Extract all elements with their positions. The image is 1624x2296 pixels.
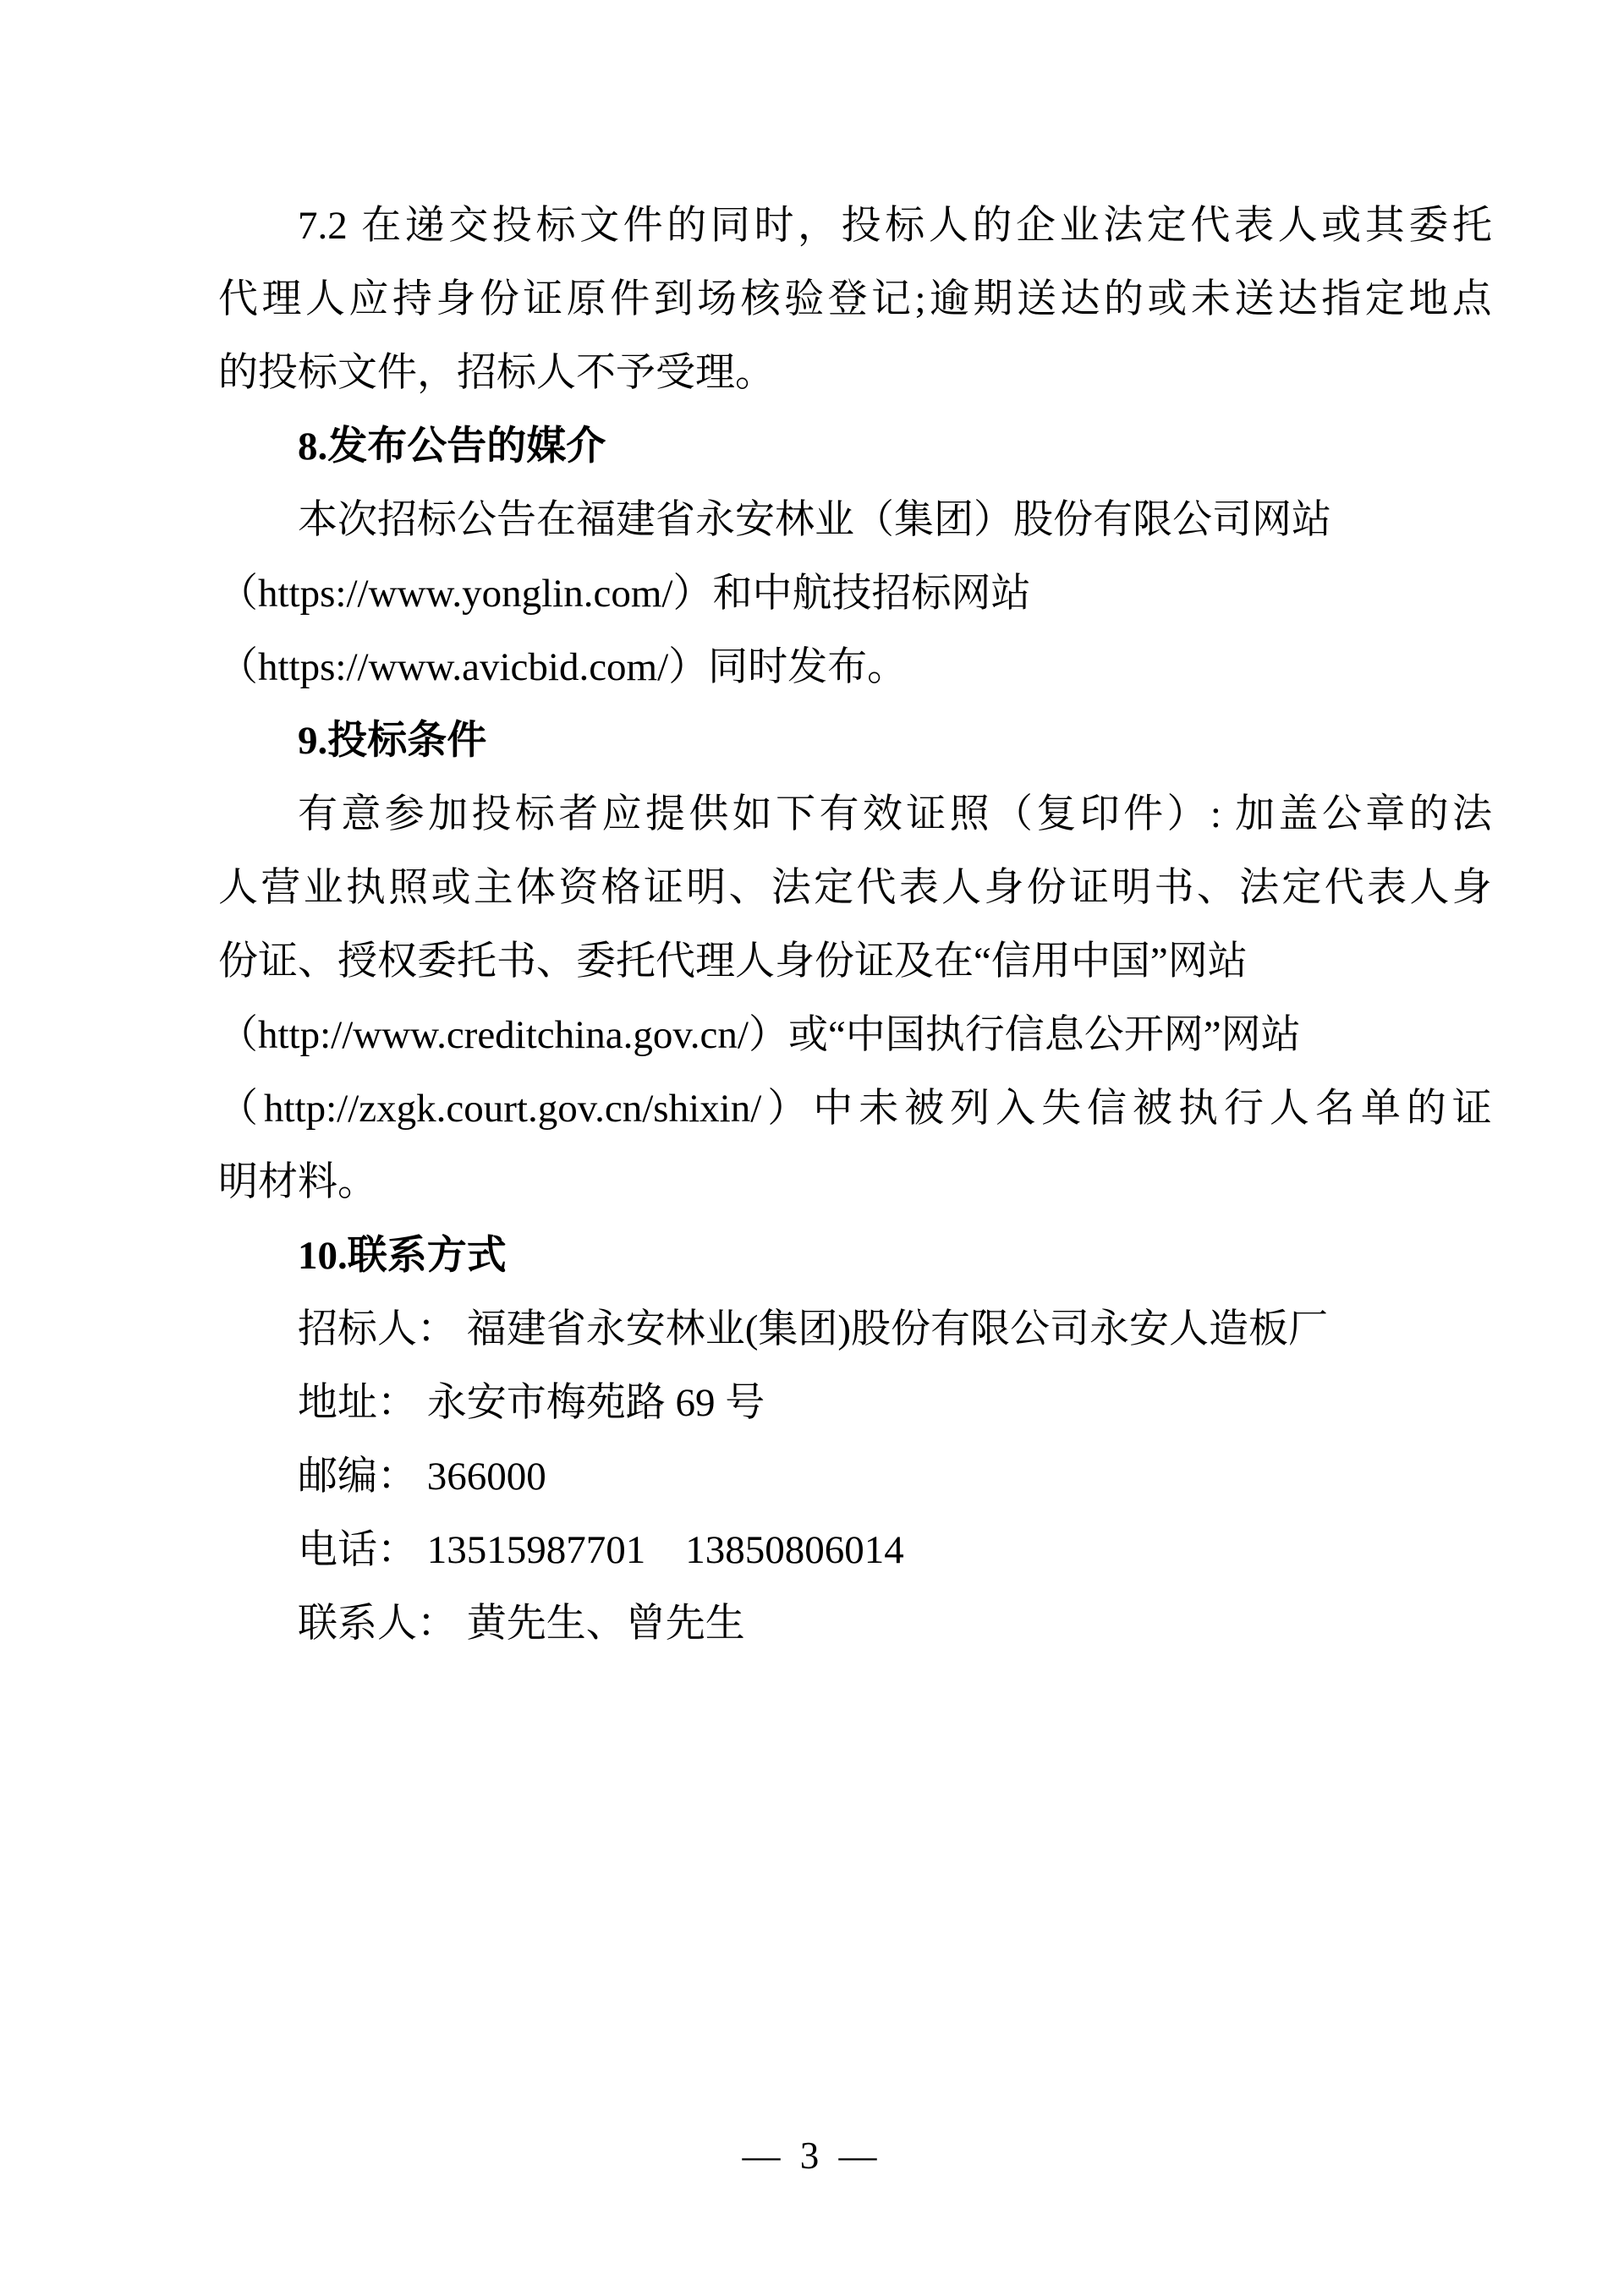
conditions-line-3: 份证、授权委托书、委托代理人身份证及在“信用中国”网站 bbox=[218, 940, 1248, 984]
url-avicbid-line: （https://www.avicbid.com/）同时发布。 bbox=[218, 645, 908, 689]
conditions-line-6: 明材料。 bbox=[218, 1160, 377, 1204]
contact-phone-line: 电话： 13515987701 13850806014 bbox=[298, 1528, 904, 1572]
contact-postcode-line: 邮编： 366000 bbox=[298, 1455, 546, 1499]
contact-address-line: 地址： 永安市梅苑路 69 号 bbox=[298, 1381, 765, 1425]
contact-tenderer-line: 招标人： 福建省永安林业(集团)股份有限公司永安人造板厂 bbox=[298, 1307, 1329, 1351]
section-10-heading: 10.联系方式 bbox=[298, 1234, 507, 1278]
conditions-line-1: 有 意 参 加 投 标 者 应 提 供 如 下 有 效 证 照 （ 复 印 件 ） : 加 盖 公 章 的 法 bbox=[298, 792, 1492, 836]
clause-7-2-line-3: 的投标文件，招标人不予受理。 bbox=[218, 351, 775, 395]
conditions-line-2: 人 营 业 执 照 或 主 体 资 格 证 明 、 法 定 代 表 人 身 份 证 明 书 、 法 定 代 表 人 身 bbox=[218, 866, 1492, 910]
section-9-heading: 9.投标条件 bbox=[298, 719, 487, 763]
url-creditchina-line: （http://www.creditchina.gov.cn/）或“中国执行信息公开网”网站 bbox=[218, 1013, 1301, 1057]
media-paragraph-line-1: 本次招标公告在福建省永安林业（集团）股份有限公司网站 bbox=[298, 498, 1331, 542]
section-8-heading: 8.发布公告的媒介 bbox=[298, 425, 606, 469]
url-yonglin-line: （https://www.yonglin.com/）和中航技招标网站 bbox=[218, 572, 1031, 616]
page-number: — 3 — bbox=[742, 2134, 882, 2177]
clause-7-2-line-2: 代 理 人 应 持 身 份 证 原 件 到 场 核 验 登 记 ; 逾 期 送 达 的 或 未 送 达 指 定 地 点 bbox=[218, 277, 1492, 321]
clause-7-2-line-1: 7.2 在 递 交 投 标 文 件 的 同 时 ， 投 标 人 的 企 业 法 定 代 表 人 或 其 委 托 bbox=[298, 204, 1492, 248]
contact-person-line: 联系人： 黄先生、曾先生 bbox=[298, 1602, 745, 1646]
document-body bbox=[218, 189, 1492, 1661]
url-zxgk-line: （ http://zxgk.court.gov.cn/shixin/ ） 中 未 被 列 入 失 信 被 执 行 人 名 单 的 证 bbox=[218, 1087, 1492, 1131]
